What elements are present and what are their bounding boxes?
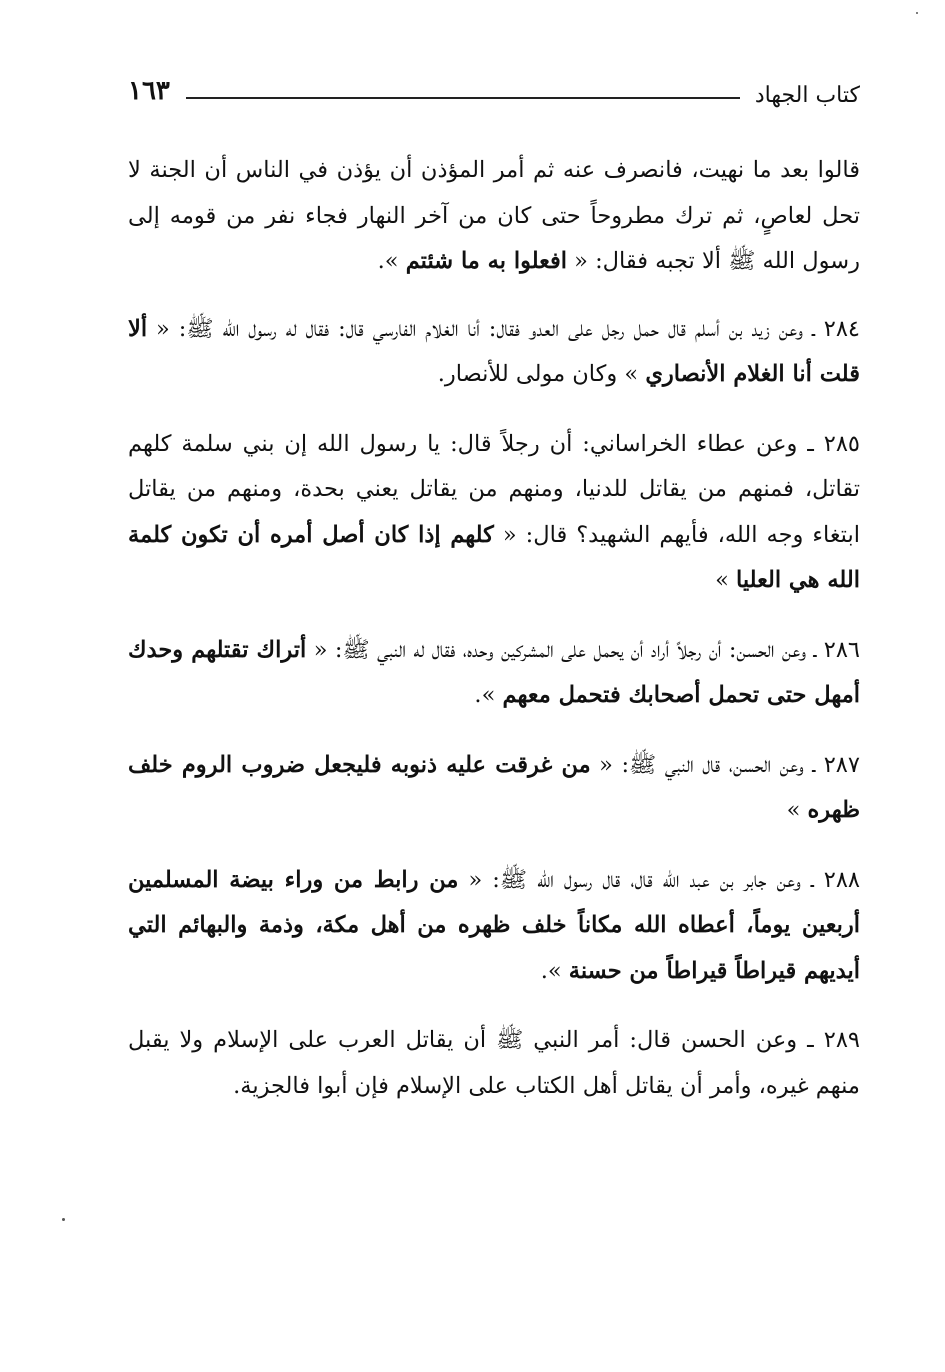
paragraph-text: ». xyxy=(377,248,406,274)
hadith-284 xyxy=(128,307,860,398)
paragraph-text: » xyxy=(715,567,737,593)
running-title: كتاب الجهاد xyxy=(754,83,860,108)
bold-quote: ألا قلت أنا الغلام الأنصاري xyxy=(128,315,860,387)
hadith-number: ٢٨٧ xyxy=(823,751,860,778)
scan-speck xyxy=(62,1218,65,1221)
page-body xyxy=(128,148,860,1133)
bold-quote: من رابط من وراء بيضة المسلمين أربعين يوماً، أعطاه الله مكاناً خلف ظهره من أهل مكة، وذمة والبهائم التي أيديهم قيراطاً قيراطاً من حسنة xyxy=(128,866,860,984)
paragraph-text: قالوا بعد ما نهيت، فانصرف عنه ثم أمر المؤذن أن يؤذن في الناس أن الجنة لا تحل لعاصٍ، ثم ترك مطروحاً حتى كان من آخر النهار فجاء نفر من قومه إلى رسول الله ﷺ ألا تجبه فقال: « xyxy=(128,157,860,274)
hadith-number: ٢٨٤ xyxy=(823,315,860,342)
page-number: ١٦٣ xyxy=(128,76,170,106)
paragraph-continuation xyxy=(128,148,860,285)
bold-quote: من غرقت عليه ذنوبه فليجعل ضروب الروم خلف ظهره xyxy=(128,751,860,823)
hadith-287 xyxy=(128,743,860,834)
paragraph-text: ـ وعن عطاء الخراساني: أن رجلاً قال: يا رسول الله إن بني سلمة كلهم تقاتل، فمنهم من يقاتل للدنيا، ومنهم من يقاتل يعني بحدة، ومنهم من يقاتل ابتغاء وجه الله، فأيهم الشهيد؟ قال: « xyxy=(128,430,860,548)
bold-quote: كلهم إذا كان أصل أمره أن تكون كلمة الله هي العليا xyxy=(128,521,860,593)
page-header xyxy=(128,72,860,116)
hadith-288 xyxy=(128,858,860,995)
paragraph-text: » xyxy=(786,797,808,823)
hadith-number: ٢٨٨ xyxy=(823,866,860,893)
hadith-285 xyxy=(128,422,860,604)
bold-quote: أتراك تقتلهم وحدك أمهل حتى تحمل أصحابك فتحمل معهم xyxy=(128,636,860,708)
paragraph-text: ». xyxy=(540,957,569,984)
paragraph-text: ـ وعن الحسن: أن رجلاً أراد أن يحمل على المشركين وحده، فقال له النبي ﷺ: « xyxy=(306,636,824,663)
paragraph-text: ـ وعن الحسن، قال النبي ﷺ: « xyxy=(590,751,824,778)
hadith-number: ٢٨٩ xyxy=(823,1027,860,1053)
bold-quote: افعلوا به ما شئتم xyxy=(405,248,568,274)
hadith-289 xyxy=(128,1018,860,1109)
hadith-number: ٢٨٥ xyxy=(823,430,860,457)
paragraph-text: ـ وعن الحسن قال: أمر النبي ﷺ أن يقاتل العرب على الإسلام ولا يقبل منهم غيره، وأمر أن يقاتل أهل الكتاب على الإسلام فإن أبوا فالجزية. xyxy=(128,1027,860,1099)
paragraph-text: » وكان مولى للأنصار. xyxy=(437,361,646,387)
paragraph-text: ـ وعن زيد بن أسلم قال حمل رجل على العدو فقال: أنا الغلام الفارسي قال: فقال له رسول الله ﷺ: « xyxy=(147,315,824,342)
paragraph-text: ». xyxy=(474,682,503,708)
hadith-number: ٢٨٦ xyxy=(823,636,860,663)
scan-speck xyxy=(916,12,918,14)
hadith-286 xyxy=(128,628,860,719)
paragraph-text: ـ وعن جابر بن عبد الله قال، قال رسول الله ﷺ: « xyxy=(458,866,824,893)
header-rule xyxy=(186,97,740,99)
